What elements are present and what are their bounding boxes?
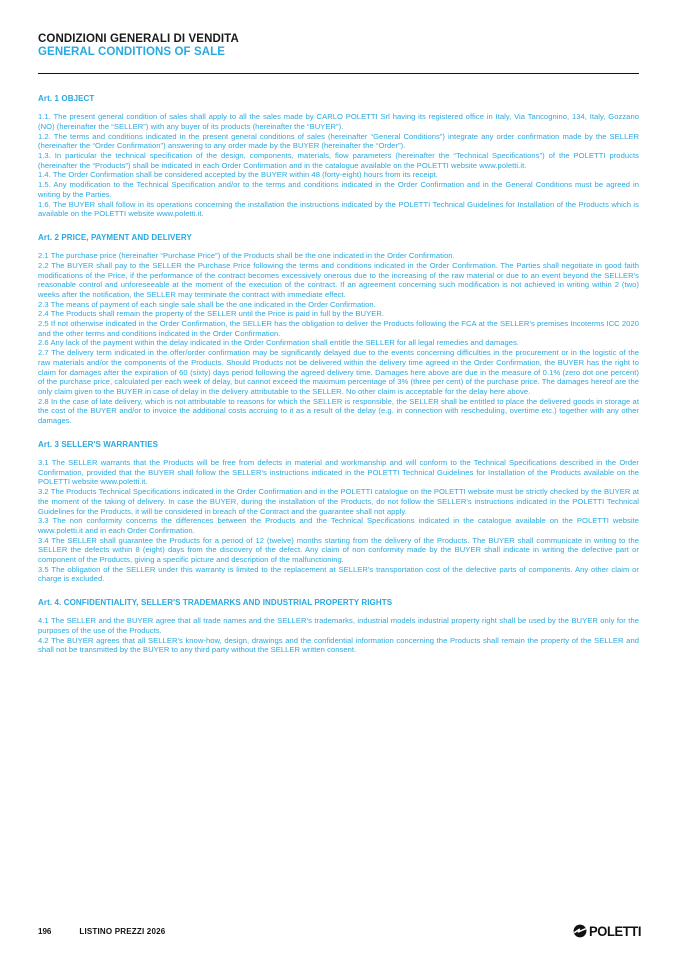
article-paragraph: 4.1 The SELLER and the BUYER agree that all trade names and the SELLER's trademarks, industrial models industrial property right shall be used by the BUYER only for the purposes of the use of the Products.	[38, 616, 639, 636]
page-number: 196	[38, 926, 52, 936]
article-paragraph: 2.8 In the case of late delivery, which is not attributable to reasons for which the SELLER is responsible, the SELLER shall be entitled to place the delivered goods in storage at the cost of the BUYER and/or to invoice the additional costs accruing to it as a result of the delay (e.g. in connection with rescheduling, overtime etc.) together with any other damages.	[38, 396, 639, 426]
article-paragraphs	[38, 112, 639, 219]
article-heading: Art. 2 PRICE, PAYMENT AND DELIVERY	[38, 232, 192, 242]
article-paragraphs	[38, 458, 639, 584]
article-section	[38, 94, 639, 219]
article-paragraph: 1.1. The present general condition of sales shall apply to all the sales made by CARLO POLETTI Srl having its registered office in Italy, Via Tancognino, 134, Italy, Gozzano (NO) (hereinafter the “SELLER”) with any buyer of its products (hereinafter the “BUYER”).	[38, 112, 639, 131]
page-footer	[38, 921, 643, 941]
article-section	[38, 233, 639, 426]
article-section	[38, 598, 639, 655]
page-content	[38, 33, 639, 655]
article-paragraph: 3.5 The obligation of the SELLER under this warranty is limited to the replacement at SELLER's transportation cost of the defective parts of components. Any other claim or charge is excluded.	[38, 564, 639, 584]
article-section	[38, 440, 639, 584]
header-divider	[38, 73, 639, 74]
article-paragraph: 3.4 The SELLER shall guarantee the Products for a period of 12 (twelve) months starting from the delivery of the Products. The BUYER shall communicate in writing to the SELLER the defects within 8 (eight) days from the discovery of the defect. Any claim of non conformity made by the BUYER shall indicate in writing the defective part or component of the Products, giving a specific picture and description of the malfunctioning.	[38, 535, 639, 565]
article-paragraph: 3.1 The SELLER warrants that the Products will be free from defects in material and workmanship and will conform to the Technical Specifications described in the Order Confirmation, provided that the BUYER shall follow the SELLER's instructions indicated in the POLETTI Technical Guidelines for Installation of the Products available on the POLETTI website www.poletti.it.	[38, 458, 639, 487]
article-heading: Art. 1 OBJECT	[38, 94, 95, 103]
poletti-logo-text: POLETTI	[588, 923, 641, 939]
article-heading: Art. 4. CONFIDENTIALITY, SELLER'S TRADEMARKS AND INDUSTRIAL PROPERTY RIGHTS	[38, 598, 393, 608]
article-paragraph: 3.2 The Products Technical Specifications indicated in the Order Confirmation and in the POLETTI catalogue on the POLETTI website must be strictly checked by the BUYER at the moment of the taking of delivery. In case the BUYER, during the installation of the Products, do not follow the SELLER's instructions indicated in the POLETTI Technical Guidelines for the Products, it will be considered in breach of the Contract and the guarantee shall not apply.	[38, 487, 639, 516]
article-paragraph: 1.6. The BUYER shall follow in its operations concerning the installation the instructions indicated by the POLETTI Technical Guidelines for Installation of the Products which is available on the POLETTI website www.poletti.it.	[38, 199, 639, 219]
poletti-logo	[573, 924, 643, 939]
article-paragraph: 4.2 The BUYER agrees that all SELLER's know-how, design, drawings and the confidential information concerning the Products shall remain the property of the SELLER and shall not be transmitted by the BUYER to any third party without the SELLER written consent.	[38, 635, 639, 655]
page-title-italian: CONDIZIONI GENERALI DI VENDITA	[38, 33, 239, 45]
article-paragraph: 2.7 The delivery term indicated in the offer/order confirmation may be significantly delayed due to the events concerning difficulties in the procurement or in the logistic of the raw materials and/or the components of the Products. Should Products not be delivered within the delivery time agreed in the Order Confirmation, the BUYER has the right to claim for damages after the expiration of 60 (sixty) days period following the agreed delivery time. Damages here above are due in the measure of 0.1% (zero dot one percent) of the purchase price, calculated per each week of delay, but cannot exceed the maximum percentage of 3% (three per cent) of the purchase price. The damages hereof are the only claim given to the BUYER in case of delay in the delivery attributable to the SELLER. No other claim is acceptable for the delay here above.	[38, 348, 639, 396]
article-paragraphs	[38, 616, 639, 655]
article-paragraphs	[38, 251, 639, 426]
article-heading: Art. 3 SELLER'S WARRANTIES	[38, 439, 159, 449]
article-paragraph: 2.4 The Products shall remain the property of the SELLER until the Price is paid in full by the BUYER.	[38, 309, 385, 319]
article-paragraph: 1.5. Any modification to the Technical Specification and/or to the terms and conditions indicated in the Order Confirmation and in the General Conditions must be agreed in writing by the Parties.	[38, 180, 639, 199]
article-paragraph: 2.5 If not otherwise indicated in the Order Confirmation, the SELLER has the obligation to deliver the Products following the FCA at the SELLER's premises Incoterms ICC 2020 and the other terms and conditions indicated in the Order Confirmation.	[38, 319, 639, 338]
article-paragraph: 2.1 The purchase price (hereinafter “Purchase Price”) of the Products shall be the one indicated in the Order Confirmation.	[38, 251, 455, 261]
article-paragraph: 2.2 The BUYER shall pay to the SELLER the Purchase Price following the terms and conditions indicated in the Order Confirmation. The Parties shall negotiate in good faith modifications of the Price, if the performance of the contract becomes excessively onerous due to the increasing of the raw material or due to an event beyond the SELLER's reasonable control and unforeseeable at the moment of the execution of the contract. If an agreement concerning such modification is not achieved in writing within 2 (two) weeks after the notification, the SELLER may terminate the contract with immediate effect.	[38, 260, 639, 299]
poletti-circle-mark-icon	[573, 924, 587, 938]
catalog-title: LISTINO PREZZI 2026	[79, 926, 166, 936]
article-paragraph: 1.4. The Order Confirmation shall be considered accepted by the BUYER within 48 (forty-eight) hours from its receipt.	[38, 170, 438, 180]
article-paragraph: 2.6 Any lack of the payment within the delay indicated in the Order Confirmation shall entitle the SELLER for all legal remedies and damages.	[38, 338, 520, 348]
article-paragraph: 1.3. In particular the technical specification of the design, components, materials, flow parameters (hereinafter the “Technical Specifications”) of the POLETTI products (hereinafter the “Products”) shall be indicated in each Order Confirmation and in the catalogue available on the POLETTI website www.poletti.it.	[38, 151, 639, 170]
page-title-english: GENERAL CONDITIONS OF SALE	[38, 46, 226, 58]
article-paragraph: 2.3 The means of payment of each single sale shall be the one indicated in the Order Confirmation.	[38, 299, 376, 309]
conditions-sections	[38, 94, 639, 655]
article-paragraph: 1.2. The terms and conditions indicated in the present general conditions of sales (hereinafter “General Conditions”) integrate any order confirmation made by the SELLER (hereinafter the “Order Confirmation”) answering to any order made by the BUYER (hereinafter the “Order”).	[38, 131, 639, 151]
article-paragraph: 3.3 The non conformity concerns the differences between the Products and the Technical Specifications indicated in the catalogue available on the POLETTI website www.poletti.it and in each Order Confirmation.	[38, 516, 639, 535]
